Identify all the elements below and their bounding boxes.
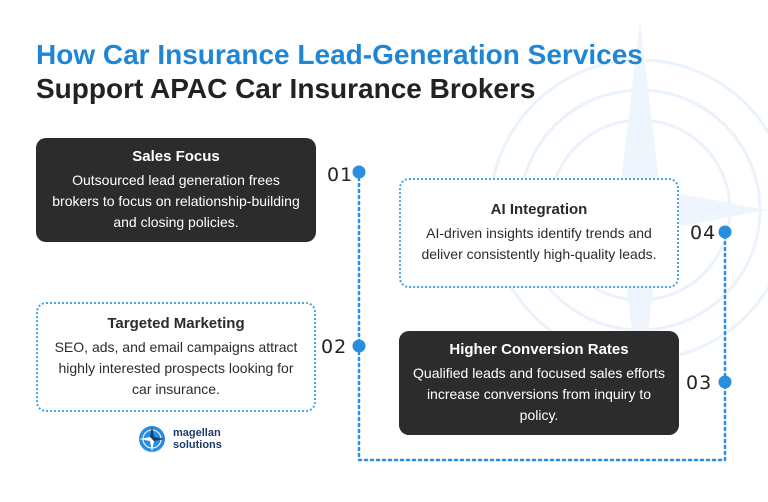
- timeline-dot-03: [719, 376, 732, 389]
- card-higher-conversion-rates: [399, 331, 679, 435]
- card-body: SEO, ads, and email campaigns attract highly interested prospects looking for car insurance.: [54, 338, 298, 397]
- card-heading: Targeted Marketing: [107, 314, 245, 332]
- timeline-dot-04: [719, 226, 732, 239]
- compass-logo-icon: [137, 424, 167, 454]
- logo-wordmark: [173, 427, 222, 451]
- card-ai-integration: [399, 178, 679, 288]
- card-body: Qualified leads and focused sales efforts increase conversions from inquiry to policy.: [413, 364, 665, 423]
- title-line-2: Support APAC Car Insurance Brokers: [36, 73, 536, 104]
- step-number-01: 01: [327, 164, 354, 186]
- timeline-dot-02: [353, 340, 366, 353]
- brand-logo: [137, 424, 222, 454]
- step-number-03: 03: [686, 372, 713, 394]
- timeline-dot-01: [353, 166, 366, 179]
- card-heading: AI Integration: [490, 201, 588, 218]
- logo-line-2: solutions: [173, 439, 222, 451]
- card-targeted-marketing: [36, 302, 316, 412]
- card-sales-focus: [36, 138, 316, 242]
- title-line-1: How Car Insurance Lead-Generation Services: [36, 39, 643, 70]
- card-body: AI-driven insights identify trends and deliver consistently high-quality leads.: [421, 225, 657, 262]
- step-number-04: 04: [690, 222, 717, 244]
- card-heading: Higher Conversion Rates: [449, 340, 629, 358]
- card-body: Outsourced lead generation frees brokers to focus on relationship-building and closing policies.: [52, 171, 300, 230]
- card-heading: Sales Focus: [132, 147, 220, 165]
- step-number-02: 02: [321, 336, 348, 358]
- logo-line-1: magellan: [173, 427, 221, 439]
